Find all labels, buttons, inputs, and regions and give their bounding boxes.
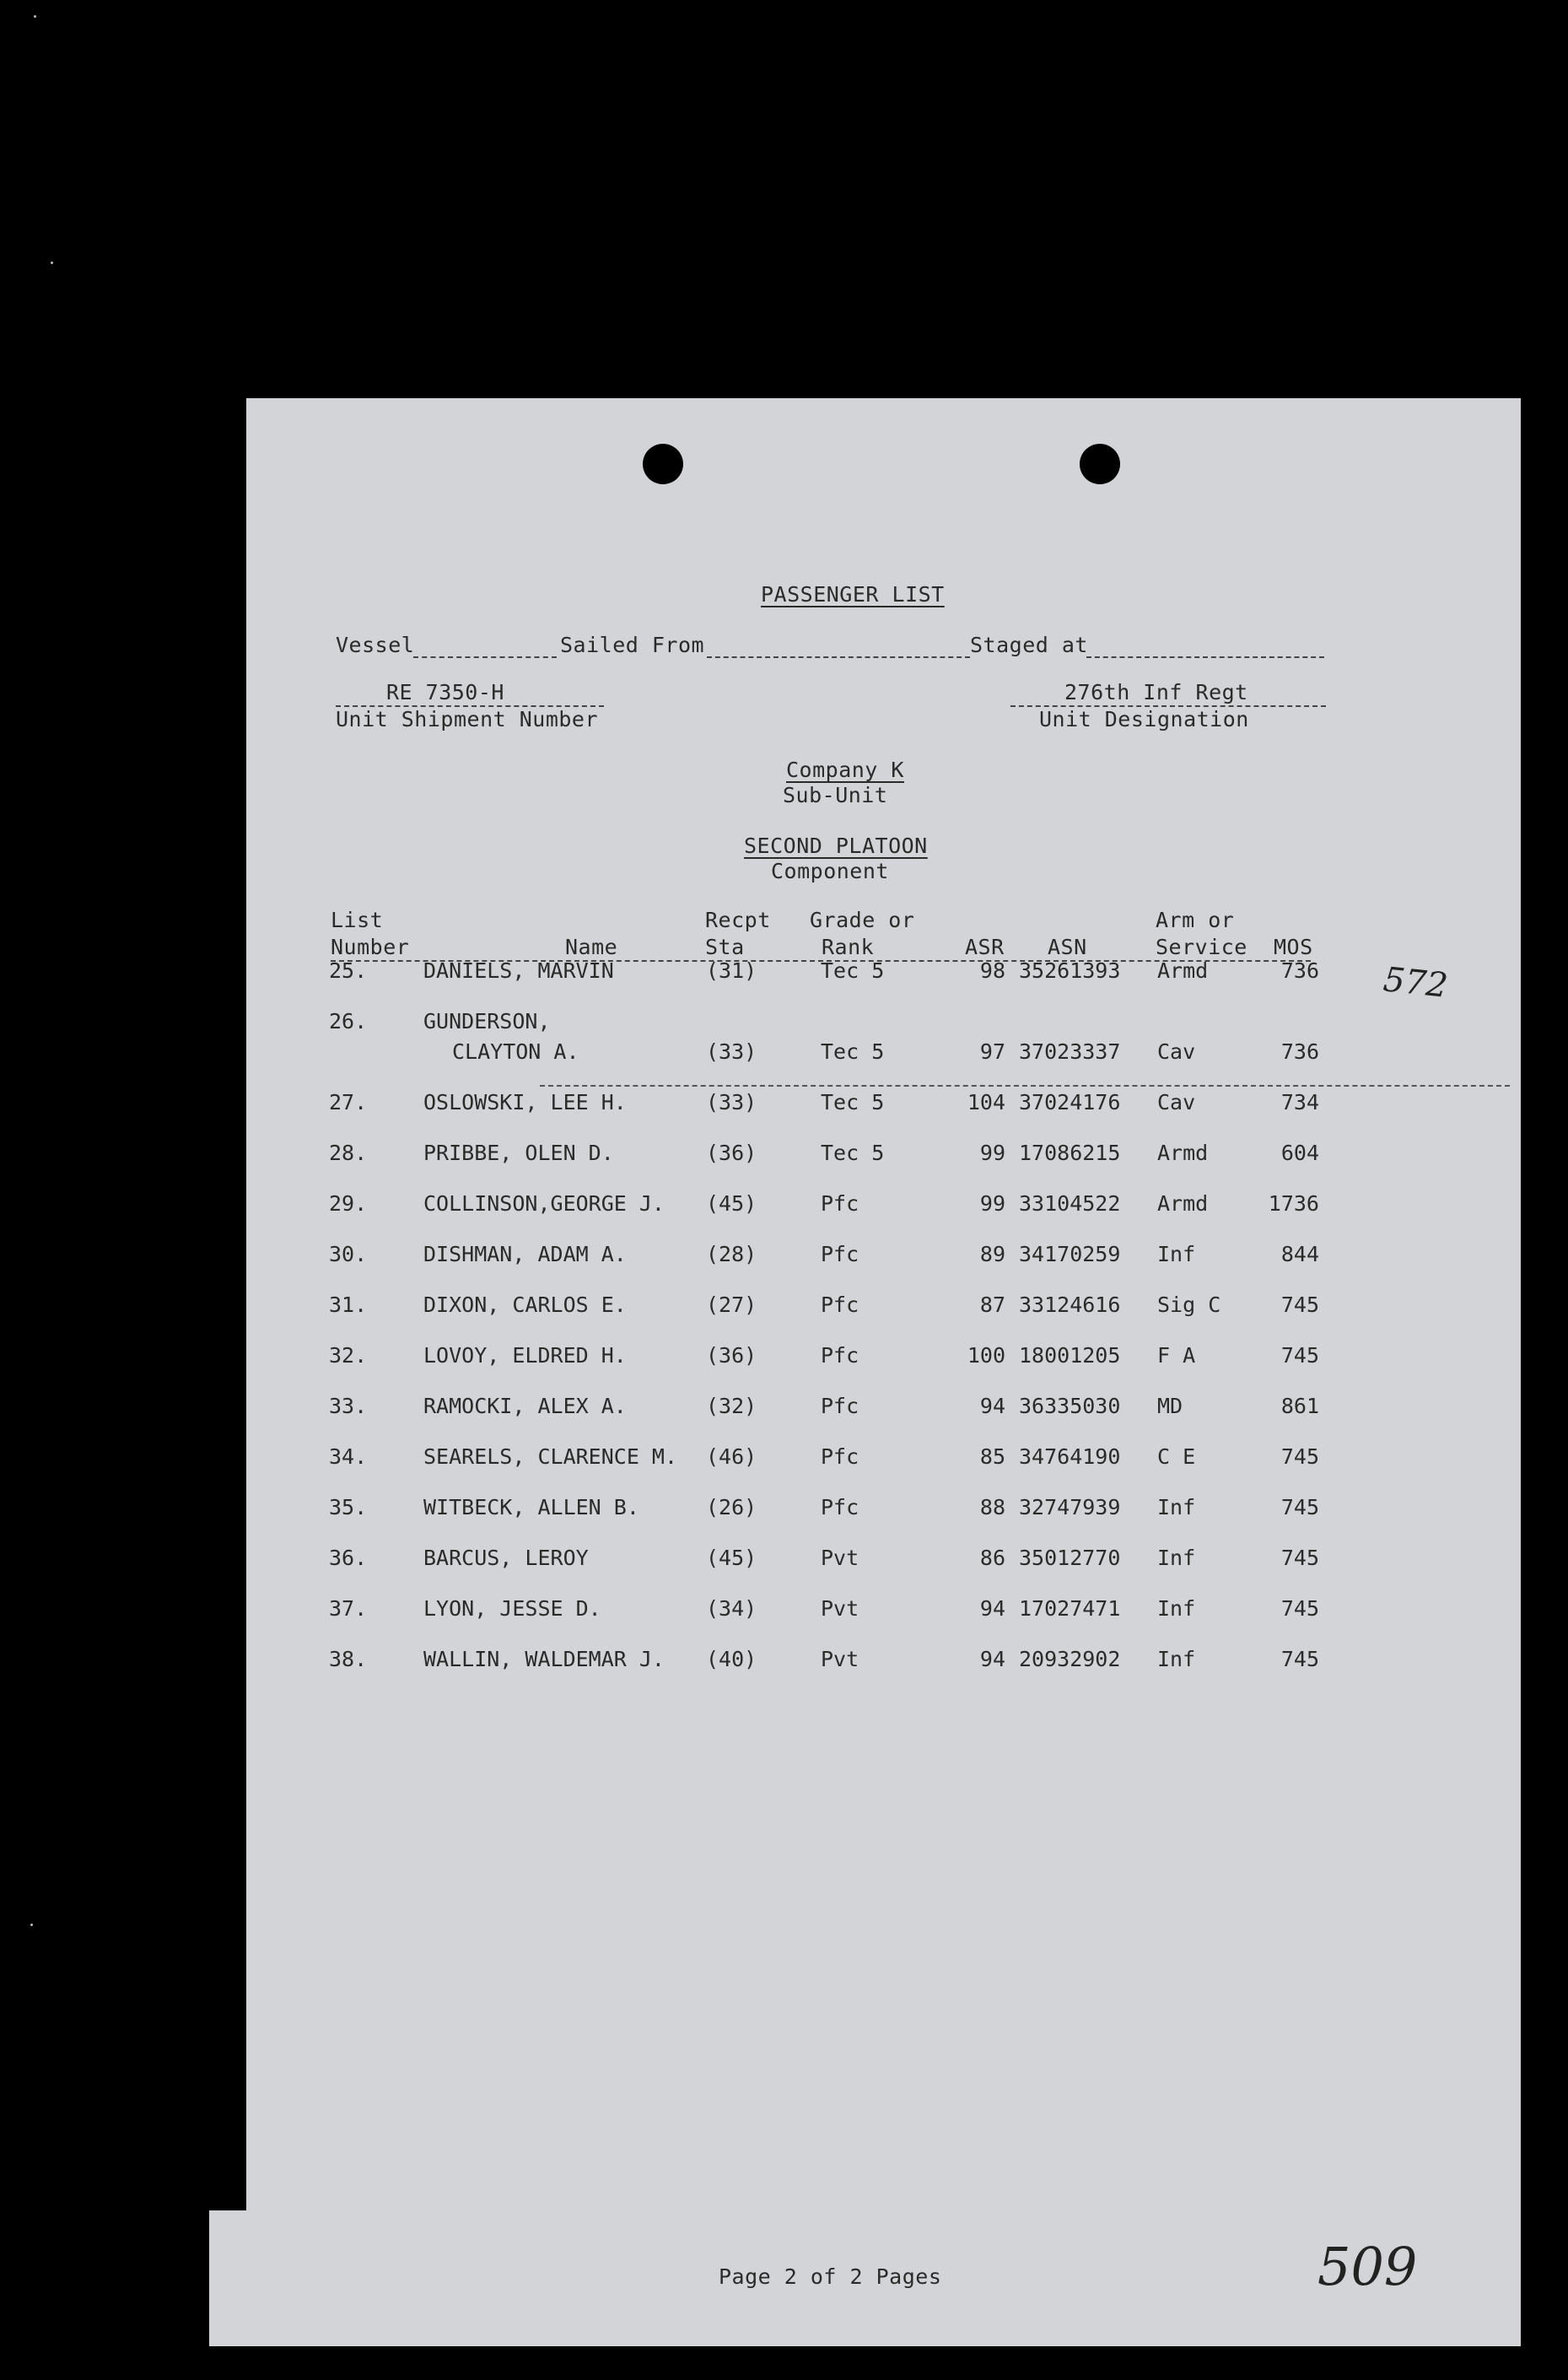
row-name: DANIELS, MARVIN — [423, 958, 614, 983]
row-arm: C E — [1157, 1444, 1196, 1469]
row-mos: 604 — [1280, 1141, 1319, 1165]
col-name: Name — [565, 935, 618, 959]
staged-at-label: Staged at — [970, 633, 1088, 657]
row-name: DIXON, CARLOS E. — [423, 1293, 627, 1317]
row-name: SEARELS, CLARENCE M. — [423, 1444, 678, 1469]
row-number: 25. — [329, 958, 368, 983]
table-row — [246, 1546, 1521, 1579]
row-asr: 97 — [979, 1039, 1005, 1064]
row-grade: Pfc — [821, 1343, 859, 1368]
table-row — [246, 1444, 1521, 1478]
row-recpt-sta: (46) — [706, 1444, 757, 1469]
row-name: LOVOY, ELDRED H. — [423, 1343, 627, 1368]
row-arm: F A — [1157, 1343, 1196, 1368]
row-grade: Pfc — [821, 1495, 859, 1519]
row-number: 29. — [329, 1191, 368, 1216]
row-grade: Pfc — [821, 1242, 859, 1266]
row-name: COLLINSON,GEORGE J. — [423, 1191, 665, 1216]
sub-unit-label: Sub-Unit — [783, 783, 888, 807]
col-grade-2: Rank — [822, 935, 875, 959]
row-name: PRIBBE, OLEN D. — [423, 1141, 614, 1165]
row-asr: 94 — [979, 1647, 1005, 1671]
row-number: 26. — [329, 1009, 368, 1033]
row-number: 36. — [329, 1546, 368, 1570]
row-asr: 86 — [979, 1546, 1005, 1570]
row-asr: 85 — [979, 1444, 1005, 1469]
row-grade: Pfc — [821, 1394, 859, 1418]
table-row — [246, 1090, 1521, 1124]
table-row — [246, 1242, 1521, 1276]
row-name: GUNDERSON, — [423, 1009, 551, 1033]
row-name: WITBECK, ALLEN B. — [423, 1495, 639, 1519]
unit-designation-label: Unit Designation — [1039, 707, 1249, 731]
row-asr: 99 — [979, 1191, 1005, 1216]
row-mos: 1736 — [1268, 1191, 1319, 1216]
row-name: OSLOWSKI, LEE H. — [423, 1090, 627, 1114]
row-grade: Pfc — [821, 1444, 859, 1469]
row-name: LYON, JESSE D. — [423, 1596, 601, 1621]
row-arm: Cav — [1157, 1090, 1196, 1114]
row-asr: 98 — [979, 958, 1005, 983]
row-arm: Armd — [1157, 1191, 1209, 1216]
row-recpt-sta: (45) — [706, 1546, 757, 1570]
sailed-from-blank — [707, 656, 970, 658]
row-arm: Cav — [1157, 1039, 1196, 1064]
punch-hole-left — [643, 444, 683, 484]
row-arm: Inf — [1157, 1242, 1196, 1266]
col-grade-1: Grade or — [810, 908, 915, 932]
table-row — [246, 1293, 1521, 1326]
row-name: WALLIN, WALDEMAR J. — [423, 1647, 665, 1671]
punch-hole-right — [1080, 444, 1120, 484]
row-asn: 33124616 — [1019, 1293, 1121, 1317]
row-arm: Armd — [1157, 1141, 1209, 1165]
unit-shipment-number-value: RE 7350-H — [386, 680, 504, 704]
row-mos: 745 — [1280, 1546, 1319, 1570]
row-mos: 736 — [1280, 958, 1319, 983]
table-row — [246, 1343, 1521, 1377]
row-recpt-sta: (33) — [706, 1039, 757, 1064]
document-page — [246, 398, 1521, 2346]
row-asn: 35012770 — [1019, 1546, 1121, 1570]
table-row — [246, 1596, 1521, 1630]
row-grade: Tec 5 — [821, 958, 885, 983]
page-footer: Page 2 of 2 Pages — [719, 2264, 942, 2289]
row-asr: 104 — [967, 1090, 1005, 1114]
row-recpt-sta: (32) — [706, 1394, 757, 1418]
row-arm: Inf — [1157, 1546, 1196, 1570]
row-mos: 745 — [1280, 1293, 1319, 1317]
row-number: 37. — [329, 1596, 368, 1621]
row-mos: 734 — [1280, 1090, 1319, 1114]
row-number: 38. — [329, 1647, 368, 1671]
table-row — [246, 1009, 1521, 1077]
table-row — [246, 1394, 1521, 1427]
row-recpt-sta: (31) — [706, 958, 757, 983]
col-asr: ASR — [965, 935, 1005, 959]
row-asn: 20932902 — [1019, 1647, 1121, 1671]
row-recpt-sta: (40) — [706, 1647, 757, 1671]
row-arm: Inf — [1157, 1495, 1196, 1519]
row-number: 30. — [329, 1242, 368, 1266]
col-list-number-2: Number — [331, 935, 410, 959]
row-grade: Tec 5 — [821, 1039, 885, 1064]
row-mos: 745 — [1280, 1495, 1319, 1519]
component-label: Component — [771, 859, 889, 883]
row-asr: 87 — [979, 1293, 1005, 1317]
row-recpt-sta: (33) — [706, 1090, 757, 1114]
col-asn: ASN — [1048, 935, 1087, 959]
col-list-number-1: List — [331, 908, 384, 932]
row-asr: 94 — [979, 1596, 1005, 1621]
table-row — [246, 1141, 1521, 1174]
row-asn: 37024176 — [1019, 1090, 1121, 1114]
row-asn: 36335030 — [1019, 1394, 1121, 1418]
row-grade: Tec 5 — [821, 1141, 885, 1165]
row-recpt-sta: (28) — [706, 1242, 757, 1266]
sailed-from-label: Sailed From — [560, 633, 705, 657]
row-arm: MD — [1157, 1394, 1183, 1418]
row-asn: 35261393 — [1019, 958, 1121, 983]
row-recpt-sta: (36) — [706, 1343, 757, 1368]
row-asn: 33104522 — [1019, 1191, 1121, 1216]
row-recpt-sta: (36) — [706, 1141, 757, 1165]
row-recpt-sta: (26) — [706, 1495, 757, 1519]
row-grade: Pfc — [821, 1191, 859, 1216]
row-recpt-sta: (45) — [706, 1191, 757, 1216]
row-asr: 89 — [979, 1242, 1005, 1266]
row-asr: 88 — [979, 1495, 1005, 1519]
document-title: PASSENGER LIST — [761, 582, 945, 607]
row-arm: Sig C — [1157, 1293, 1221, 1317]
row-arm: Inf — [1157, 1647, 1196, 1671]
row-number: 34. — [329, 1444, 368, 1469]
row-asn: 32747939 — [1019, 1495, 1121, 1519]
vessel-label: Vessel — [336, 633, 415, 657]
unit-shipment-number-label: Unit Shipment Number — [336, 707, 599, 731]
row-name: RAMOCKI, ALEX A. — [423, 1394, 627, 1418]
staged-at-blank — [1086, 656, 1324, 658]
row-mos: 736 — [1280, 1039, 1319, 1064]
row-mos: 745 — [1280, 1343, 1319, 1368]
vessel-blank — [413, 656, 557, 658]
row-arm: Inf — [1157, 1596, 1196, 1621]
row-asr: 94 — [979, 1394, 1005, 1418]
col-recpt-2: Sta — [705, 935, 745, 959]
row-grade: Pfc — [821, 1293, 859, 1317]
row-arm: Armd — [1157, 958, 1209, 983]
row-asr: 100 — [967, 1343, 1005, 1368]
col-recpt-1: Recpt — [705, 908, 771, 932]
col-arm-1: Arm or — [1156, 908, 1235, 932]
row-name: BARCUS, LEROY — [423, 1546, 589, 1570]
handwritten-number-bottom: 509 — [1317, 2236, 1418, 2297]
row-number: 32. — [329, 1343, 368, 1368]
table-row — [246, 1191, 1521, 1225]
sub-unit-value: Company K — [786, 758, 904, 782]
row-grade: Pvt — [821, 1546, 859, 1570]
row-number: 35. — [329, 1495, 368, 1519]
row-mos: 745 — [1280, 1596, 1319, 1621]
row-grade: Pvt — [821, 1647, 859, 1671]
row-name-continued: CLAYTON A. — [452, 1039, 579, 1064]
unit-designation-value: 276th Inf Regt — [1064, 680, 1248, 704]
row-recpt-sta: (27) — [706, 1293, 757, 1317]
row-asn: 34764190 — [1019, 1444, 1121, 1469]
row-mos: 745 — [1280, 1647, 1319, 1671]
row-name: DISHMAN, ADAM A. — [423, 1242, 627, 1266]
col-arm-2: Service — [1156, 935, 1247, 959]
row-asn: 17027471 — [1019, 1596, 1121, 1621]
row-grade: Pvt — [821, 1596, 859, 1621]
row-asn: 17086215 — [1019, 1141, 1121, 1165]
row-grade: Tec 5 — [821, 1090, 885, 1114]
handwritten-number-top: 572 — [1381, 960, 1450, 1006]
col-mos: MOS — [1274, 935, 1313, 959]
row-mos: 844 — [1280, 1242, 1319, 1266]
row-asn: 18001205 — [1019, 1343, 1121, 1368]
row-recpt-sta: (34) — [706, 1596, 757, 1621]
row-asn: 34170259 — [1019, 1242, 1121, 1266]
row-number: 33. — [329, 1394, 368, 1418]
table-row — [246, 1647, 1521, 1681]
row-mos: 745 — [1280, 1444, 1319, 1469]
component-value: SECOND PLATOON — [744, 834, 928, 858]
table-row — [246, 1495, 1521, 1529]
row-asn: 37023337 — [1019, 1039, 1121, 1064]
row-number: 31. — [329, 1293, 368, 1317]
table-row — [246, 958, 1521, 992]
row-mos: 861 — [1280, 1394, 1319, 1418]
row-number: 28. — [329, 1141, 368, 1165]
row-number: 27. — [329, 1090, 368, 1114]
row-asr: 99 — [979, 1141, 1005, 1165]
torn-paper-line — [540, 1085, 1510, 1087]
